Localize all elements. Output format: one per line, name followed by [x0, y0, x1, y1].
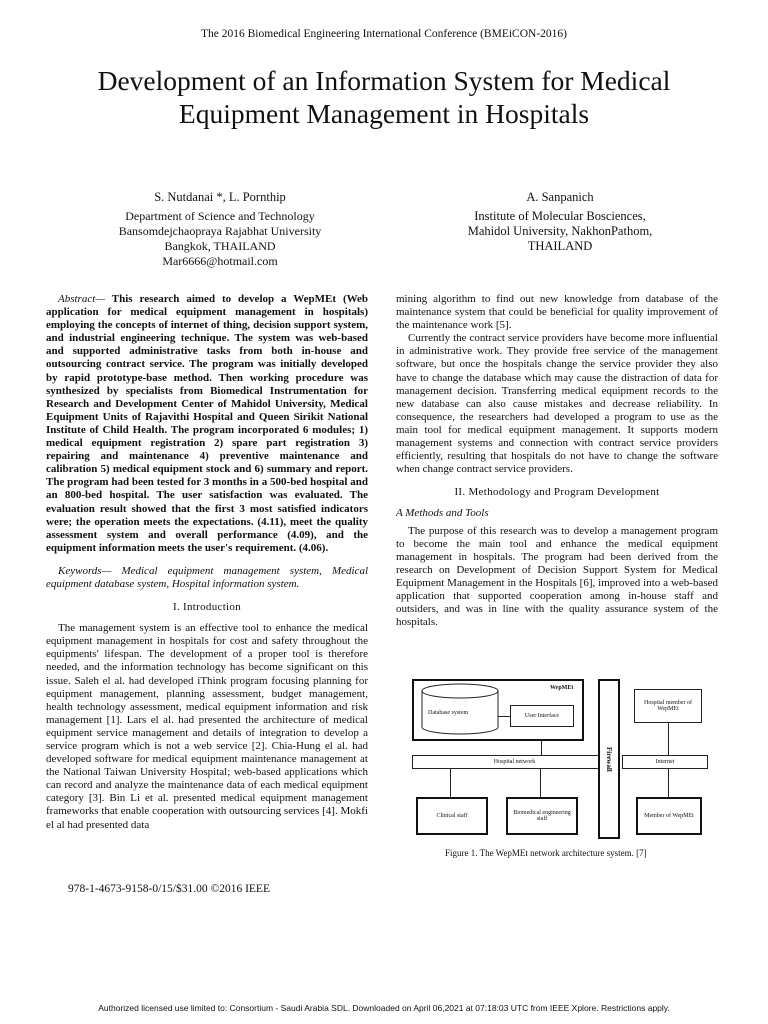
connector-line	[540, 769, 541, 797]
isbn-footer: 978-1-4673-9158-0/15/$31.00 ©2016 IEEE	[68, 883, 270, 895]
database-cylinder-icon	[420, 683, 500, 735]
clinical-staff-label: Clinical staff	[436, 813, 468, 819]
biomedical-staff-box	[506, 797, 578, 835]
intro-paragraph: The management system is an effective tool to enhance the medical equipment management in hospitals for cost and safety throughout the equipments' lifespan. The development of a proper tool is therefore needed, and the information technology has become significant on this issue. Saleh el al. had developed iThink program focusing planning for equipment management, planning assessment, budget management, health technology assessment, medical equipment information and risk management [1]. Lars el al. had presented the architecture of medical equipment service management and details of integration to develop a service program which is not a web service [2]. Chia-Hung el al. had developed software for medical equipment maintenance management at the National Taiwan University Hospital; web-based applications which can record and analyze the maintenance data of each medical equipment category [3]. Bin Li et al. presented medical equipment management frameworks that enable cooperation with outsourcing services [4]. Mokfi el al had presented data	[46, 622, 368, 831]
title-line-2: Equipment Management in Hospitals	[178, 98, 590, 129]
conference-header: The 2016 Biomedical Engineering International Conference (BMEiCON-2016)	[201, 28, 567, 40]
abstract	[46, 293, 368, 555]
biomedical-staff-label: Biomedical engineering staff	[513, 810, 571, 822]
author-affiliation-line: Bangkok, THAILAND	[164, 239, 276, 253]
abstract-label: Abstract—	[58, 293, 106, 305]
connector-line	[668, 723, 669, 755]
clinical-staff-box	[416, 797, 488, 835]
author-affiliation-line: Department of Science and Technology	[125, 209, 315, 223]
author-block-1	[70, 190, 370, 269]
author-email: Mar6666@hotmail.com	[162, 254, 278, 268]
subsection-heading: A Methods and Tools	[396, 507, 489, 520]
paper-title	[40, 64, 728, 130]
author-affiliation-line: Mahidol University, NakhonPathom,	[467, 224, 653, 238]
method-paragraph: The purpose of this research was to develop a management program to become the main tool and enhance the medical equipment management in hospitals. The program had been derived from the research on Development of Decision Support System for Medical Equipment Management in the Hospitals [6], improved into a web-based application that supported cooperation among in-house staff and outsiders, and was in line with the quality assurance system of the hospitals.	[396, 524, 718, 629]
hospital-network-label: Hospital network	[493, 759, 536, 765]
author-affiliation-line: Institute of Molecular Bosciences,	[474, 209, 646, 223]
section-heading-methodology: II. Methodology and Program Development	[454, 486, 660, 499]
author-affiliation-line: THAILAND	[527, 239, 593, 253]
section-heading-introduction: I. Introduction	[172, 601, 242, 614]
internet-label: Internet	[655, 759, 675, 765]
keywords: Keywords— Medical equipment management system, Medical equipment database system, Hospital information system.	[46, 564, 368, 590]
user-interface-label: User Interface	[524, 713, 560, 719]
architecture-figure	[410, 677, 710, 842]
wepmet-label: WepMEt	[550, 685, 574, 691]
left-column	[46, 293, 368, 832]
connector-line	[541, 741, 542, 755]
right-paragraph-1: mining algorithm to find out new knowledge from database of the maintenance system that could be beneficial for quality improvement of the maintenance work [5].	[396, 293, 718, 332]
right-paragraph-2: Currently the contract service providers have become more influential in administrative work. They provide free service of the management software, but once the hospitals change the service provider they also have to change the database which may cause the distraction of data for management decision. Transferring medical equipment records to the new database can also cause mistakes and decrease reliability. In consequence, the researchers had developed a program to use as the main tool for medical equipment management. It supports modern management systems and connection with contract service providers efficiently, resulting that hospitals do not have to change the software when change contract service providers.	[396, 332, 718, 476]
abstract-text: This research aimed to develop a WepMEt (Web application for medical equipment management in hospitals) employing the concepts of internet of thing, decision support system, and industrial engineering technique. The system was web-based and supported administrative tasks from both in-house and outsourcing contract service. The program was initially developed by rapid prototype-base method. Then working procedure was synthesized by specialists from Biomedical Instrumentation for Research and Development Center of Mahidol University, Medical Equipment Units of Rajavithi Hospital and Queen Sirikit National Institute of Child Health. The program incorporated 6 modules; 1) medical equipment registration 2) spare part registration 3) repairing and maintenance 4) preventive maintenance and calibration 5) medical equipment stock and 6) summary and report. The program had been tested for 3 months in a 500-bed hospital and an 800-bed hospital. The user satisfaction was evaluated. The evaluation result showed that the first 3 most satisfied indicators were; the operation meets the expectations. (4.11), meet the quality assessment system and overall performance (4.09), and the equipment information meets the user's requirement. (4.06).	[46, 293, 368, 554]
member-label: Member of WepMEt	[644, 813, 694, 819]
hospital-network-bar	[412, 755, 617, 769]
right-column	[396, 293, 718, 629]
firewall-box	[598, 679, 620, 839]
author-name: S. Nutdanai *, L. Pornthip	[154, 190, 286, 204]
hospital-member-box	[634, 689, 702, 723]
connector-line	[450, 769, 451, 797]
license-notice: Authorized licensed use limited to: Consortium - Saudi Arabia SDL. Downloaded on April 06,2021 at 07:18:03 UTC from IEEE Xplore. Restrictions apply.	[98, 1003, 670, 1013]
author-affiliation-line: Bansomdejchaopraya Rajabhat University	[118, 224, 322, 238]
connector-line	[668, 769, 669, 797]
member-box	[636, 797, 702, 835]
database-system-label: Database system	[428, 710, 469, 716]
internet-bar	[622, 755, 708, 769]
connector-line	[498, 716, 510, 717]
hospital-member-label: Hospital member of WepMEt	[644, 700, 692, 712]
author-block-2	[420, 190, 700, 254]
firewall-label: Firewall	[605, 746, 613, 772]
title-line-1: Development of an Information System for Medical	[97, 65, 671, 96]
figure-caption: Figure 1. The WepMEt network architecture system. [7]	[445, 848, 647, 858]
user-interface-box	[510, 705, 574, 727]
author-name: A. Sanpanich	[526, 190, 594, 204]
